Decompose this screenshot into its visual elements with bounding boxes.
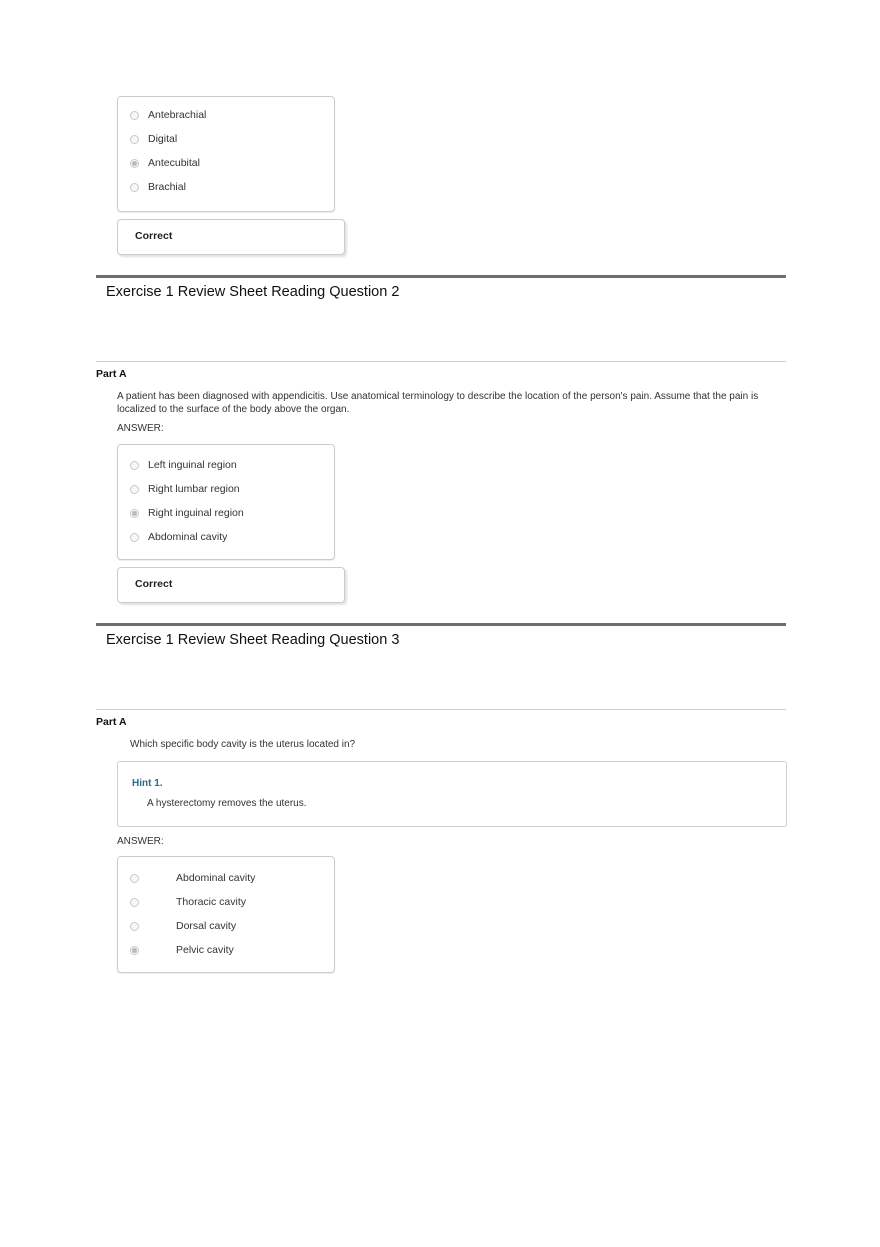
hint-text: A hysterectomy removes the uterus. [147,798,307,809]
part-label-q3: Part A [96,716,127,728]
option-q1-3[interactable] [118,177,334,197]
option-q3-3[interactable] [118,940,334,960]
radio-button[interactable] [130,898,139,907]
answer-options-q3 [117,856,335,973]
hint-title[interactable]: Hint 1. [132,778,163,789]
radio-button[interactable] [130,461,139,470]
option-label: Thoracic cavity [176,896,247,908]
option-q3-1[interactable] [118,892,334,912]
answer-label-q2: ANSWER: [117,423,164,434]
radio-button[interactable] [130,922,139,931]
radio-button-selected[interactable] [130,159,139,168]
option-label: Pelvic cavity [176,944,234,956]
option-label: Antebrachial [148,109,207,121]
option-q2-3[interactable] [118,527,334,547]
option-label: Right lumbar region [148,483,240,495]
option-label: Abdominal cavity [148,531,228,543]
radio-button[interactable] [130,111,139,120]
option-label: Dorsal cavity [176,920,237,932]
option-q3-2[interactable] [118,916,334,936]
radio-button[interactable] [130,485,139,494]
option-label: Right inguinal region [148,507,244,519]
answer-options-q1 [117,96,335,212]
radio-button-selected[interactable] [130,509,139,518]
result-box-q1 [117,219,345,255]
option-label: Left inguinal region [148,459,237,471]
result-label: Correct [135,578,173,590]
answer-options-q2 [117,444,335,560]
radio-button[interactable] [130,135,139,144]
option-q1-1[interactable] [118,129,334,149]
result-box-q2 [117,567,345,603]
answer-label-q3: ANSWER: [117,836,164,847]
option-label: Abdominal cavity [176,872,256,884]
option-q1-0[interactable] [118,105,334,125]
option-label: Brachial [148,181,186,193]
part-divider [96,361,786,362]
radio-button[interactable] [130,874,139,883]
option-q2-1[interactable] [118,479,334,499]
radio-button[interactable] [130,533,139,542]
section-divider [96,275,786,278]
option-q1-2[interactable] [118,153,334,173]
hint-box [117,761,787,827]
part-label-q2: Part A [96,368,127,380]
section-title-q2: Exercise 1 Review Sheet Reading Question 2 [106,284,400,300]
option-q2-0[interactable] [118,455,334,475]
part-divider [96,709,786,710]
question-text-q2: A patient has been diagnosed with appendicitis. Use anatomical terminology to describe the location of the person's pain. Assume that the pain is localized to the surface of the body above the organ. [117,391,759,415]
question-text-q3: Which specific body cavity is the uterus located in? [130,739,356,750]
radio-button[interactable] [130,183,139,192]
option-q3-0[interactable] [118,868,334,888]
option-label: Antecubital [148,157,200,169]
radio-button-selected[interactable] [130,946,139,955]
section-divider [96,623,786,626]
section-title-q3: Exercise 1 Review Sheet Reading Question 3 [106,632,400,648]
result-label: Correct [135,230,173,242]
option-label: Digital [148,133,178,145]
option-q2-2[interactable] [118,503,334,523]
